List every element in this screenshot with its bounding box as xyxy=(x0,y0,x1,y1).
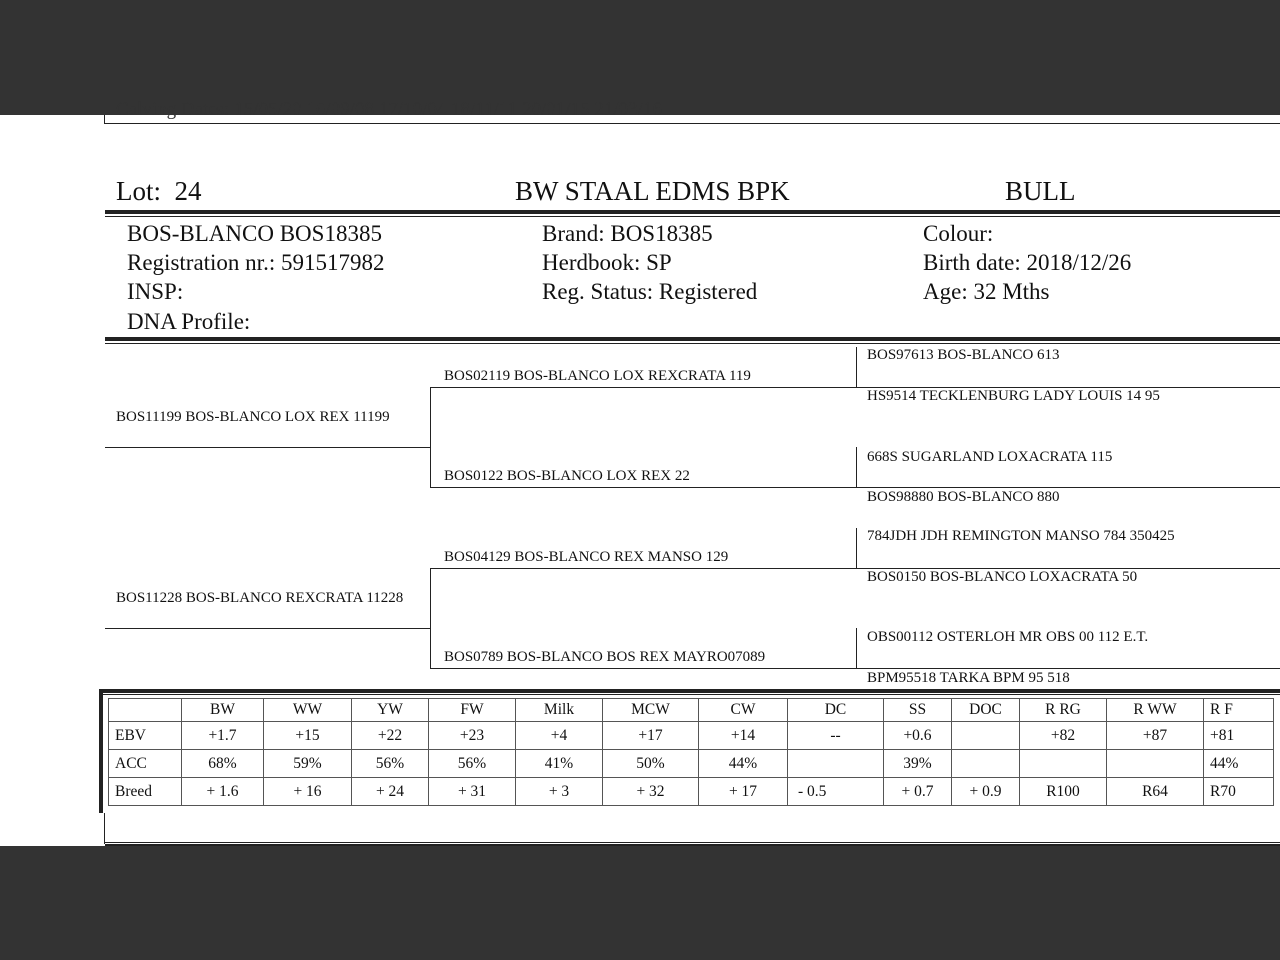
ebv-cell: + 32 xyxy=(603,778,699,806)
ebv-cell: +82 xyxy=(1020,722,1107,750)
pedigree-gg-2: HS9514 TECKLENBURG LADY LOUIS 14 95 xyxy=(867,388,1160,404)
lot-left-rule xyxy=(104,813,105,844)
ebv-cell: + 1.6 xyxy=(182,778,264,806)
catalogue-page xyxy=(0,99,1280,846)
ebv-cell xyxy=(1020,750,1107,778)
ebv-cell: - 0.5 xyxy=(788,778,884,806)
age: Age: 32 Mths xyxy=(923,279,1050,304)
pedigree-gg-5: 784JDH JDH REMINGTON MANSO 784 350425 xyxy=(867,528,1175,544)
ebv-col-header: R RG xyxy=(1020,699,1107,722)
ebv-frame-left xyxy=(99,689,103,813)
gg-rule-2 xyxy=(856,487,1280,488)
ebv-col-header: MCW xyxy=(603,699,699,722)
ebv-cell: + 24 xyxy=(352,778,429,806)
ebv-col-header: R WW xyxy=(1107,699,1204,722)
insp-label: INSP: xyxy=(127,279,184,304)
animal-name: BOS-BLANCO BOS18385 xyxy=(127,221,382,246)
header-rule-thin xyxy=(105,216,1280,217)
pedigree-gg-7: OBS00112 OSTERLOH MR OBS 00 112 E.T. xyxy=(867,629,1149,645)
ebv-header-row xyxy=(109,699,1274,722)
ebv-cell: 44% xyxy=(699,750,788,778)
bottom-letterbox-bar xyxy=(0,846,1280,960)
pedigree-gg-8: BPM95518 TARKA BPM 95 518 xyxy=(867,670,1070,686)
ebv-cell xyxy=(788,750,884,778)
ebv-cell: +14 xyxy=(699,722,788,750)
ebv-cell: + 0.9 xyxy=(952,778,1020,806)
herdbook: Herdbook: SP xyxy=(542,250,672,275)
sire-dam-rule xyxy=(430,487,856,488)
ebv-cell: 56% xyxy=(352,750,429,778)
ebv-cell: R64 xyxy=(1107,778,1204,806)
gg-bracket-4 xyxy=(856,628,857,669)
ebv-col-header: CW xyxy=(699,699,788,722)
sire-rule xyxy=(105,447,430,448)
gg-bracket-3 xyxy=(856,528,857,569)
ebv-cell: + 16 xyxy=(264,778,352,806)
ebv-cell: +4 xyxy=(516,722,603,750)
ebv-cell: 50% xyxy=(603,750,699,778)
brand: Brand: BOS18385 xyxy=(542,221,713,246)
previous-lot-calving-dates: Calving Dates: 15/05/20 16/09/08 17/10/04 18/11/11 20/01/15 21/03/16 xyxy=(116,99,662,120)
ebv-col-header: FW xyxy=(429,699,516,722)
sex-label: BULL xyxy=(1005,176,1076,206)
dam-sire-rule xyxy=(430,568,856,569)
breed-row xyxy=(109,778,1274,806)
pedigree-sire-dam: BOS0122 BOS-BLANCO LOX REX 22 xyxy=(444,468,690,484)
ebv-cell: + 3 xyxy=(516,778,603,806)
birth-date: Birth date: 2018/12/26 xyxy=(923,250,1132,275)
info-rule-thick xyxy=(105,337,1280,341)
ebv-cell: 44% xyxy=(1204,750,1274,778)
pedigree-gg-6: BOS0150 BOS-BLANCO LOXACRATA 50 xyxy=(867,569,1138,585)
ebv-col-header: R F xyxy=(1204,699,1274,722)
pedigree-dam-sire: BOS04129 BOS-BLANCO REX MANSO 129 xyxy=(444,549,729,565)
ebv-cell: + 17 xyxy=(699,778,788,806)
ebv-row xyxy=(109,722,1274,750)
ebv-cell: 59% xyxy=(264,750,352,778)
ebv-cell: -- xyxy=(788,722,884,750)
ebv-col-header: YW xyxy=(352,699,429,722)
ebv-row-label: ACC xyxy=(109,750,182,778)
pedigree-gg-1: BOS97613 BOS-BLANCO 613 xyxy=(867,347,1060,363)
ebv-cell: +1.7 xyxy=(182,722,264,750)
ebv-cell xyxy=(952,750,1020,778)
ebv-row-label: EBV xyxy=(109,722,182,750)
lot-number: 24 xyxy=(174,176,202,206)
ebv-cell: 41% xyxy=(516,750,603,778)
pedigree-dam-dam: BOS0789 BOS-BLANCO BOS REX MAYRO07089 xyxy=(444,649,766,665)
ebv-col-header: Milk xyxy=(516,699,603,722)
header-rule-thick xyxy=(105,210,1280,214)
sire-sire-rule xyxy=(430,387,856,388)
ebv-table xyxy=(108,698,1274,806)
pedigree-gg-4: BOS98880 BOS-BLANCO 880 xyxy=(867,489,1060,505)
lot-bottom-rule-thin xyxy=(105,842,1280,843)
ebv-cell: + 0.7 xyxy=(884,778,952,806)
colour: Colour: xyxy=(923,221,994,246)
top-letterbox-bar xyxy=(0,0,1280,115)
gg-bracket-1 xyxy=(856,347,857,388)
registration-number: Registration nr.: 591517982 xyxy=(127,250,385,275)
pedigree-sire-sire: BOS02119 BOS-BLANCO LOX REXCRATA 119 xyxy=(444,368,751,384)
pedigree-gg-3: 668S SUGARLAND LOXACRATA 115 xyxy=(867,449,1113,465)
ebv-cell: 56% xyxy=(429,750,516,778)
gg-bracket-2 xyxy=(856,447,857,488)
ebv-cell: +0.6 xyxy=(884,722,952,750)
ebv-cell: R70 xyxy=(1204,778,1274,806)
gg-rule-4 xyxy=(856,668,1280,669)
ebv-col-header: WW xyxy=(264,699,352,722)
ebv-row-label: Breed xyxy=(109,778,182,806)
acc-row xyxy=(109,750,1274,778)
previous-lot-bottom-rule xyxy=(105,123,1280,124)
ebv-col-header: SS xyxy=(884,699,952,722)
ebv-frame-top xyxy=(99,689,1280,693)
ebv-col-header: DC xyxy=(788,699,884,722)
ebv-cell: +17 xyxy=(603,722,699,750)
ebv-cell: +23 xyxy=(429,722,516,750)
pedigree-dam: BOS11228 BOS-BLANCO REXCRATA 11228 xyxy=(116,590,404,606)
ebv-cell xyxy=(952,722,1020,750)
registration-status: Reg. Status: Registered xyxy=(542,279,758,304)
ebv-cell: +87 xyxy=(1107,722,1204,750)
ebv-corner-cell xyxy=(109,699,182,722)
pedigree-sire: BOS11199 BOS-BLANCO LOX REX 11199 xyxy=(116,409,390,425)
ebv-cell: + 31 xyxy=(429,778,516,806)
ebv-cell: 68% xyxy=(182,750,264,778)
dam-dam-rule xyxy=(430,668,856,669)
ebv-col-header: DOC xyxy=(952,699,1020,722)
previous-lot-left-rule xyxy=(104,115,105,124)
ebv-cell xyxy=(1107,750,1204,778)
dam-bracket xyxy=(430,568,431,669)
sire-bracket xyxy=(430,387,431,488)
ebv-frame-top-thin xyxy=(99,694,1280,695)
info-rule-thin xyxy=(105,343,1280,344)
ebv-col-header: BW xyxy=(182,699,264,722)
dna-profile-label: DNA Profile: xyxy=(127,309,251,334)
ebv-cell: +81 xyxy=(1204,722,1274,750)
ebv-cell: +15 xyxy=(264,722,352,750)
ebv-cell: +22 xyxy=(352,722,429,750)
breeder-name: BW STAAL EDMS BPK xyxy=(515,176,790,206)
ebv-cell: R100 xyxy=(1020,778,1107,806)
lot-label: Lot: 24 xyxy=(116,176,202,206)
dam-rule xyxy=(105,628,430,629)
ebv-cell: 39% xyxy=(884,750,952,778)
